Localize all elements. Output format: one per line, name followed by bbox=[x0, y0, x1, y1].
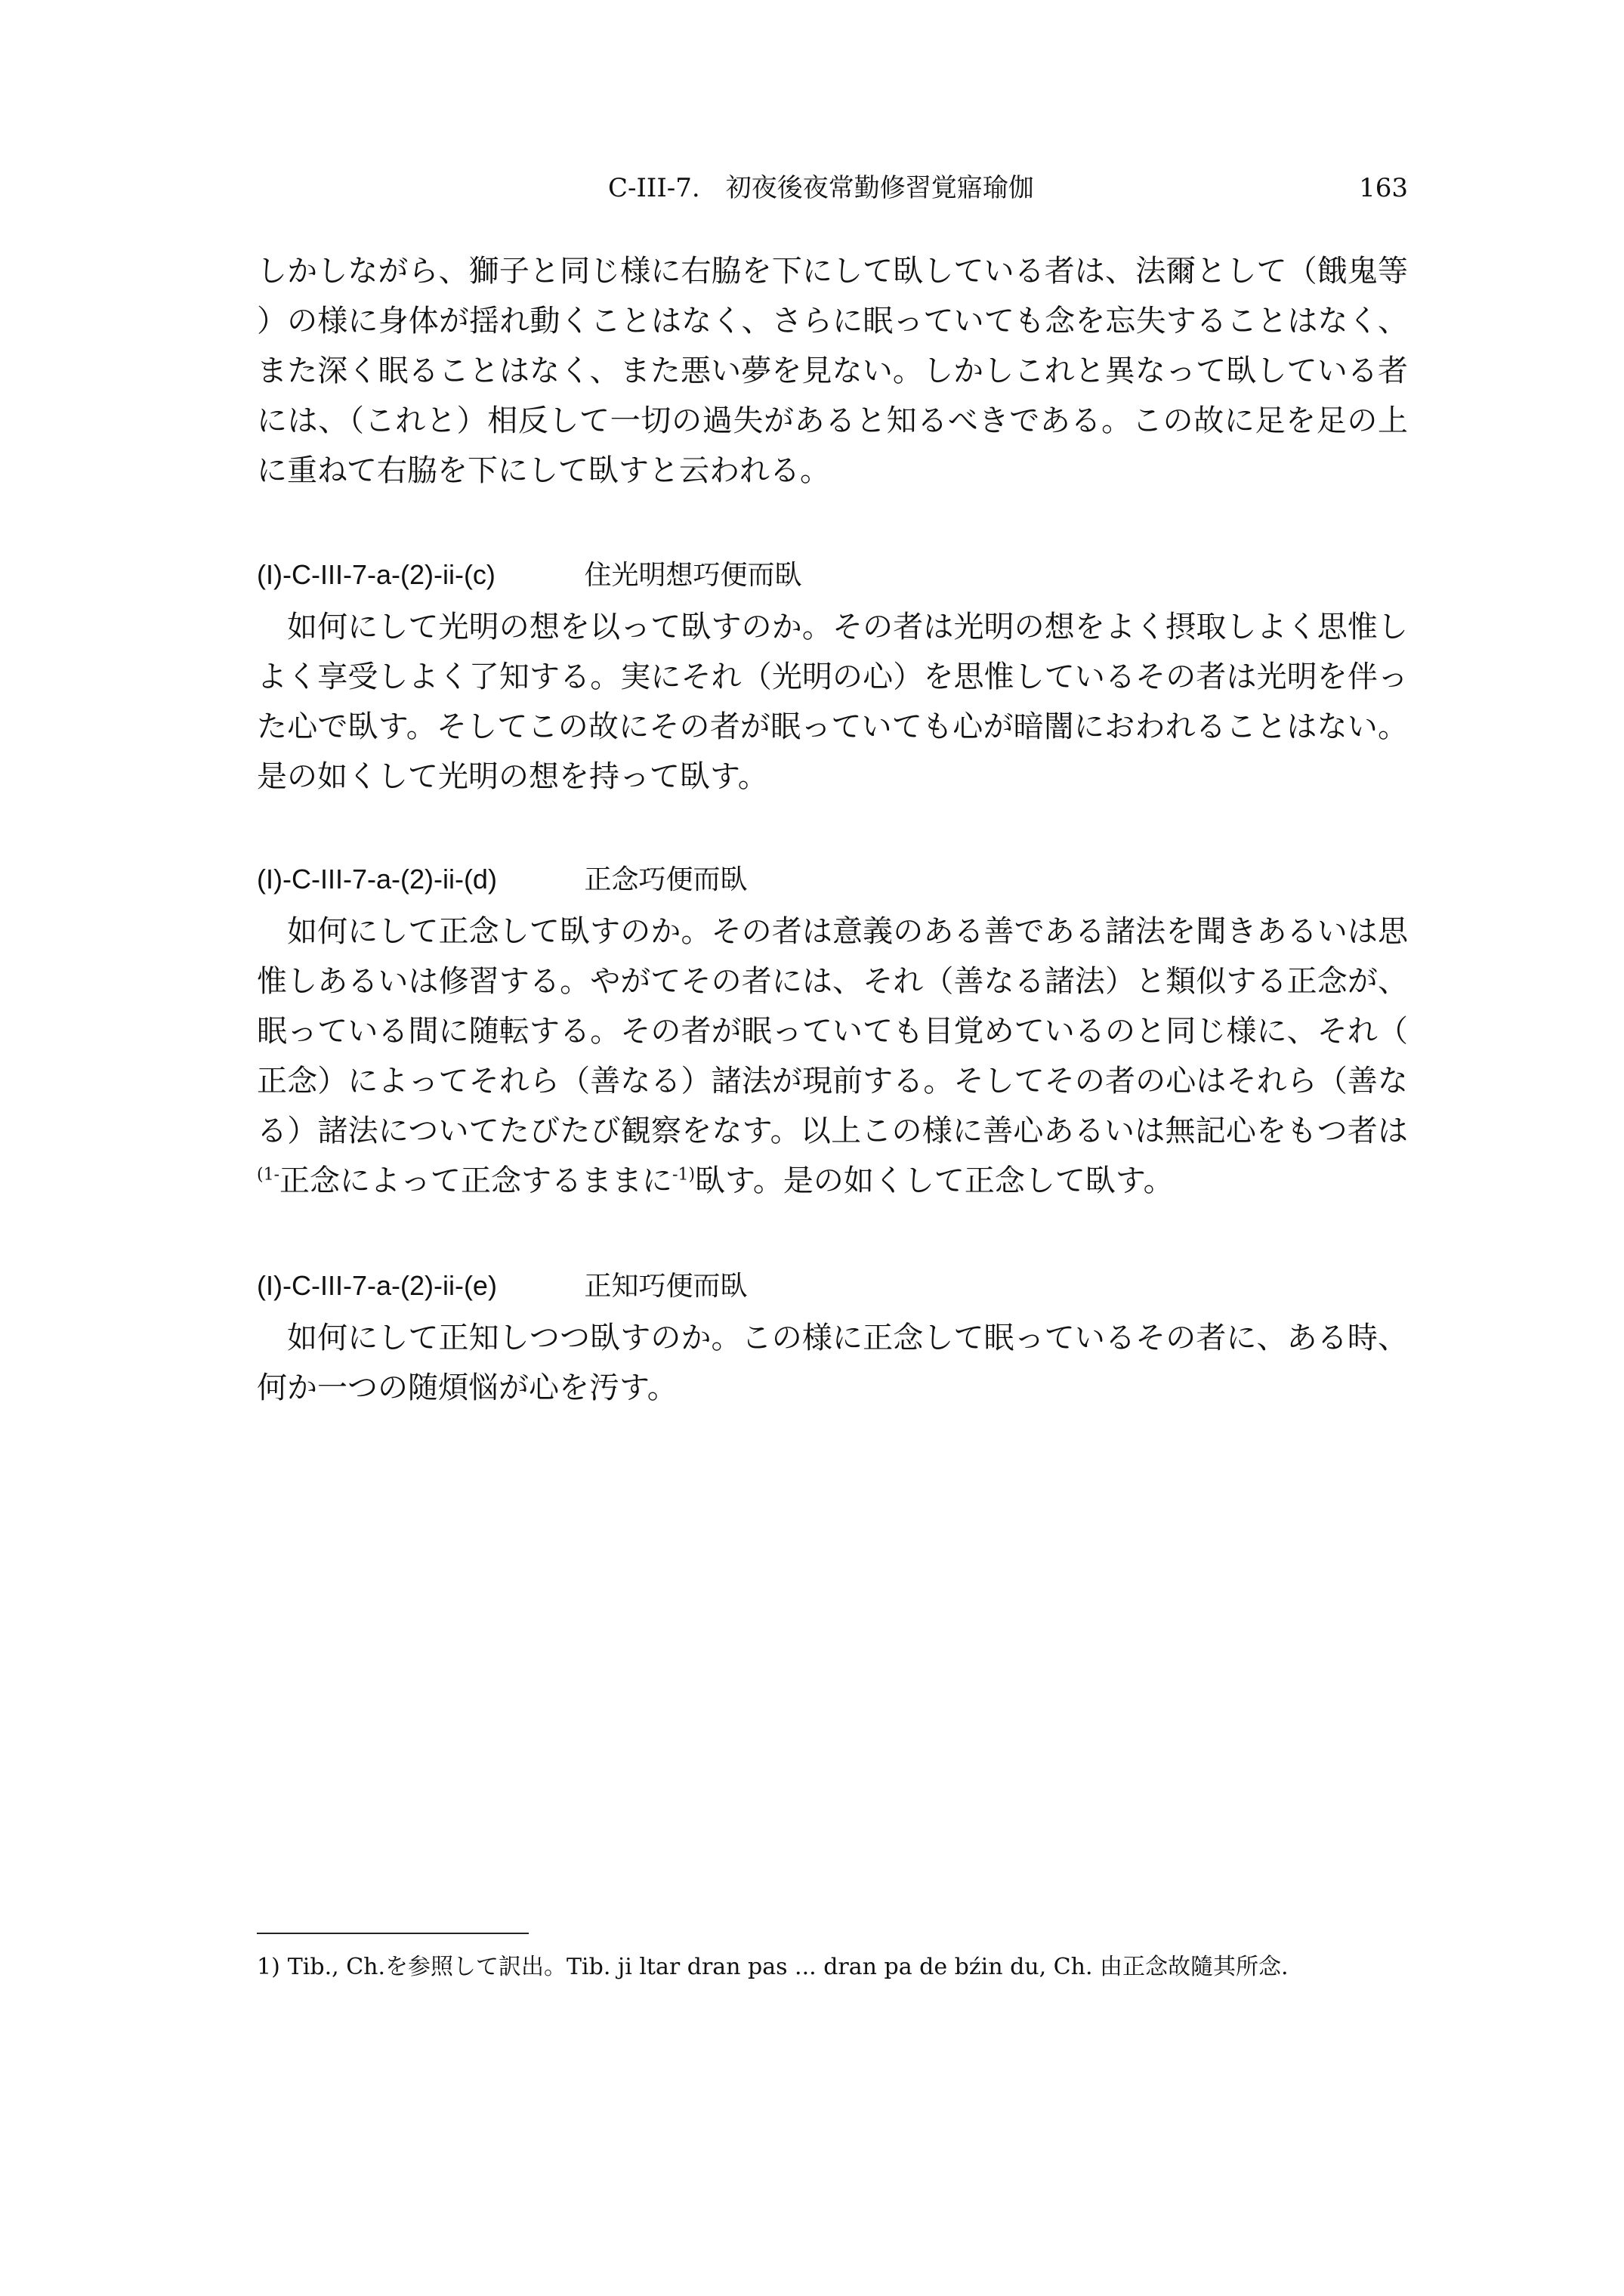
footnote bbox=[257, 1949, 1408, 1985]
section-text-c: 如何にして光明の想を以って臥すのか。その者は光明の想をよく摂取しよく思惟しよく享受しよく了知する。実にそれ（光明の心）を思惟しているその者は光明を伴った心で臥す。そしてこの故にその者が眠っていても心が暗闇におわれることはない。是の如くして光明の想を持って臥す。 bbox=[257, 610, 1408, 794]
footnote-text: Tib., Ch.を参照して訳出。Tib. ji ltar dran pas ... dran pa de bźin du, Ch. 由正念故隨其所念. bbox=[287, 1954, 1289, 1980]
body-paragraph-1: しかしながら、獅子と同じ様に右脇を下にして臥している者は、法爾として（餓鬼等）の様に身体が揺れ動くことはなく、さらに眠っていても念を忘失することはなく、また深く眠ることはなく、また悪い夢を見ない。しかしこれと異なって臥している者には、（これと）相反して一切の過失があると知るべきである。この故に足を足の上に重ねて右脇を下にして臥すと云われる。 bbox=[257, 254, 1408, 488]
footnote-marker: 1) bbox=[257, 1954, 280, 1980]
section-heading-d bbox=[257, 858, 1408, 901]
page-number: 163 bbox=[1359, 173, 1408, 203]
section-code-c: (I)-C-III-7-a-(2)-ii-(c) bbox=[257, 559, 496, 590]
section-title-e: 正知巧便而臥 bbox=[584, 1271, 748, 1302]
section-title-c: 住光明想巧便而臥 bbox=[584, 560, 802, 591]
footnote-divider bbox=[257, 1933, 529, 1934]
section-text-d-after: 臥す。是の如くして正念して臥す。 bbox=[695, 1163, 1174, 1198]
footnote-close-marker: -1) bbox=[672, 1165, 696, 1185]
footnote-open-marker: (1- bbox=[257, 1165, 280, 1185]
section-code-d: (I)-C-III-7-a-(2)-ii-(d) bbox=[257, 864, 497, 895]
section-text-d-middle: 正念によって正念するままに bbox=[279, 1163, 673, 1198]
section-text-d-before: 如何にして正念して臥すのか。その者は意義のある善である諸法を聞きあるいは思惟しあるいは修習する。やがてその者には、それ（善なる諸法）と類似する正念が、眠っている間に随転する。その者が眠っていても目覚めているのと同じ様に、それ（正念）によってそれら（善なる）諸法が現前する。そしてその者の心はそれら（善なる）諸法についてたびたび観察をなす。以上この様に善心あるいは無記心をもつ者は bbox=[257, 914, 1408, 1148]
section-text-d bbox=[257, 907, 1408, 1206]
running-title: C-III-7. 初夜後夜常勤修習覚寤瑜伽 bbox=[608, 173, 1034, 203]
section-title-d: 正念巧便而臥 bbox=[584, 864, 748, 895]
section-heading-c bbox=[257, 554, 1408, 596]
section-heading-e bbox=[257, 1265, 1408, 1307]
section-code-e: (I)-C-III-7-a-(2)-ii-(e) bbox=[257, 1270, 497, 1301]
section-text-e: 如何にして正知しつつ臥すのか。この様に正念して眠っているその者に、ある時、何か一つの随煩悩が心を汚す。 bbox=[257, 1321, 1408, 1405]
running-header bbox=[257, 168, 1408, 209]
